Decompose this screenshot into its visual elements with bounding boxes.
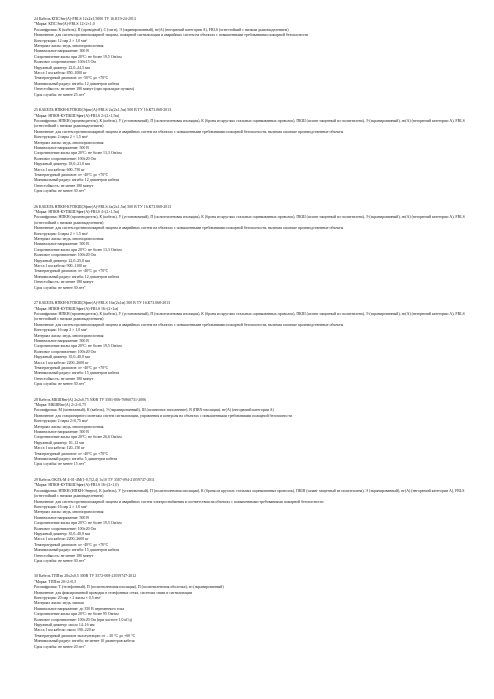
section-heading: 28 Кабель МКШВнг(А) 2х2х0,75 500В ТУ 3581-006-76960731-2006 — [34, 397, 147, 402]
spec-line: Номинальное напряжение: 500 В — [34, 515, 89, 520]
spec-line: Номинальное напряжение: 500 В — [34, 338, 89, 343]
section-heading: 26 КАБЕЛЬ НПКН-КУПКШ(Эфнг(А)-FRLS 4х(2х1,5м) 500 В ТУ 16.К73.068-2013 — [34, 204, 172, 209]
spec-line: Наружный диаметр: 18,0–21,0 мм — [34, 162, 90, 167]
spec-line: Минимальный радиус изгиба: 15 диаметров кабеля — [34, 548, 120, 553]
spec-line: "Марка: НПКН-КУПКШЭфнг(А)-FRLS 16×(2×1м) — [34, 306, 119, 311]
spec-section — [34, 478, 466, 565]
spec-line: Сопротивление жилы при 20°С: не более 95 Ом/км — [34, 612, 119, 617]
spec-line: Масса 1 км кабеля: 2200–2600 кг — [34, 537, 89, 542]
spec-line: Конструкция: 20 пар × 2 жилы × 0,5 мм² — [34, 596, 101, 600]
spec-line: Волновое сопротивление: 100±20 Ом — [34, 349, 96, 354]
spec-line: Расшифровка: НПКН (производитель), К (кабель), У (установочный), П (полиэтиленовая изоляция), К (броня из круглых стальных оцинкованных проволок), ПКШ (шланг защитный из полиэтилена), Э (экранированный), нг(А) (негорючий категории А), FRLS (огнестойкий с низким дымовыделением) — [34, 215, 465, 225]
spec-line: Наружный диаметр: около 14–16 мм — [34, 623, 95, 628]
spec-line: "Марка: НПКН-КУПКШЭфнг(А)-FRLS 16×(2×1,0) — [34, 483, 119, 488]
section-heading: 29 Кабель ОКЛЬ-М 4-01-4М(1-0,7(2,4) 1х10 ТУ 3587-094-21059747-2011 — [34, 477, 155, 482]
section-heading: 30 Кабель ТППэп 20х2х0,5 300В ТУ 3572-008-21059747-2012 — [34, 574, 137, 579]
spec-line: Сопротивление жилы при 20°С: не более 26,6 Ом/км — [34, 435, 122, 440]
spec-section — [34, 398, 466, 468]
spec-line: Температурный диапазон: от -40°С до +70°С — [34, 365, 109, 370]
spec-line: Расшифровка: НПКН (производитель), К (кабель), У (установочный), П (полиэтиленовая изоляция), К (броня из круглых стальных оцинкованных проволок), ПКШ (шланг защитный из полиэтилена), Э (экранированный), нг(А) (негорючий категории А), FRLS (огнестойкий с низким дымовыделением) — [34, 311, 465, 322]
spec-line: Огнестойкость: не менее 180 минут — [34, 280, 94, 285]
spec-line: Сопротивление жилы при 20°С: не более 19,5 Ом/км — [34, 54, 122, 59]
spec-line: Наружный диаметр: 35,0–40,0 мм — [34, 531, 90, 536]
spec-line: Конструкция: 16 пар 2 × 1,0 мм² — [34, 328, 88, 333]
spec-line: Расшифровка: К (кабель), П (проводной), С (сигн), Э (экранированный), нг(А) (негорючий категории А), FRLS (огнестойкий с низким дымовыделением) — [34, 27, 289, 32]
spec-line: Минимальный радиус изгиба: 12 диаметров кабеля — [34, 81, 120, 86]
spec-line: Срок службы: не менее 30 лет" — [34, 285, 86, 290]
spec-line: Огнестойкость: не менее 180 минут — [34, 553, 94, 558]
spec-line: Наружный диаметр: 22,0–25,0 мм — [34, 258, 90, 263]
spec-line: Огнестойкость: не менее 180 минут (при прокладке пучком) — [34, 87, 134, 92]
spec-line: Температурный диапазон: от -40°С до +70°С — [34, 269, 109, 274]
spec-line: Материал жилы: медь, многопроволочная — [34, 237, 104, 242]
spec-line: Температурный диапазон: от -40°С до +70°С — [34, 542, 109, 547]
spec-line: Расшифровка: НПКН (НПКН-Энерго), К (кабель), У (установочный), П (полиэтиленовая изоляция), К (броня из круглых стальных оцинкованных проволок), ПКШ (шланг защитный из полиэтилена), Э (экранированный), нг(А) (негорючий категории А), FRLS (огнестойкий с низким дымовыделением) — [34, 488, 465, 499]
spec-line: Температурный диапазон: от -40°С до +70°С — [34, 172, 109, 177]
spec-line: Температурный диапазон: от -40°С до +70°С — [34, 451, 109, 456]
spec-line: Назначение: для систем противопожарной защиты и аварийных систем на объектах с повышенными требованиями пожарной безопасности, включая опасные производственные объекты — [34, 226, 344, 231]
spec-line: Срок службы: не менее 30 лет" — [34, 382, 86, 387]
spec-line: Температурный диапазон эксплуатации: от – 30 °С до +60 °С — [34, 633, 136, 638]
spec-section — [34, 17, 466, 98]
spec-line: Срок службы: не менее 15 лет" — [34, 462, 86, 467]
spec-line: Минимальный радиус изгиба: 5 диаметров кабеля — [34, 457, 118, 462]
spec-line: Волновое сопротивление: 100±20 Ом (при частоте 1,0 кГц) — [34, 617, 132, 622]
spec-line: Материал жилы: медь, мягкая — [34, 601, 84, 606]
spec-line: Номинальное напряжение: 500 В — [34, 242, 89, 247]
spec-line: Назначение: для фиксированной проводки в телефонных сетях, системах связи и сигнализации — [34, 590, 193, 595]
spec-line: "Марка: НПКН-КУПКШЭфнг(А)-FRLS 4×(2×1,5м) — [34, 210, 120, 214]
spec-line: Расшифровка: НПКН (производитель), К (кабель), У (установочный), П (полиэтиленовая изоляция), К (броня из круглых стальных оцинкованных проволок), ПКШ (шланг защитный из полиэтилена), Э (экранированный), нг(А) (негорючий категории А), FRLS (огнестойкий с низким дымовыделением) — [34, 118, 465, 129]
spec-line: Волновое сопротивление: 100±15 Ом — [34, 60, 96, 65]
spec-section — [34, 574, 466, 650]
spec-line: Материал жилы: медь, многопроволочная — [34, 424, 104, 429]
spec-line: Назначение: для систем противопожарной защиты и аварийных систем на объектах с повышенными требованиями пожарной безопасности, включая опасные производственные объекты — [34, 322, 344, 327]
spec-line: Масса 1 км кабеля: около 190–220 кг — [34, 628, 96, 633]
spec-line: Волновое сопротивление: 100±20 Ом — [34, 156, 96, 161]
spec-line: Назначение: для систем противопожарной защиты, пожарной сигнализации и аварийных систем на объектах с повышенными требованиями пожарной безопасности — [34, 33, 309, 38]
spec-line: Назначение: для систем противопожарной защиты и аварийных систем электроснабжения в соответствии на объектах с повышенными требованиями пожарной безопасности — [34, 499, 324, 504]
spec-line: Температурный диапазон: от -50°С до +70°С — [34, 76, 109, 81]
spec-line: Волновое сопротивление: 100±20 Ом — [34, 526, 96, 531]
spec-line: Номинальное напряжение: 500 В — [34, 430, 89, 435]
spec-line: Огнестойкость: не менее 180 минут — [34, 376, 94, 381]
spec-line: Масса 1 км кабеля: 900–1100 кг — [34, 264, 87, 269]
spec-section — [34, 301, 466, 388]
spec-line: Конструкция: 2 пары 2 × 1,5 мм² — [34, 135, 88, 140]
spec-line: Срок службы: не менее 30 лет" — [34, 558, 86, 563]
spec-line: Минимальный радиус изгиба: 12 диаметров кабеля — [34, 178, 120, 183]
spec-line: Назначение: для стационарного монтажа систем сигнализации, управления и контроля на объектах с повышенными требованиями пожарной безопасности — [34, 413, 292, 418]
spec-line: Срок службы: не менее 20 лет" — [34, 644, 86, 649]
spec-line: Конструкция: 2 пары 2×0,75 мм² — [34, 419, 88, 424]
spec-line: Огнестойкость: не менее 180 минут — [34, 183, 94, 188]
spec-section — [34, 205, 466, 292]
spec-line: Масса 1 км кабеля: 120–150 кг — [34, 446, 85, 451]
spec-line: Масса 1 км кабеля: 600–750 кг — [34, 167, 85, 172]
spec-line: Наружный диаметр: 22,0–24,5 мм — [34, 65, 90, 70]
spec-line: "Марка: КПСЭнг(А)-FRLS 12×2×1,0 — [34, 22, 95, 27]
spec-line: Материал жилы: медь, многопроволочная — [34, 333, 104, 338]
section-heading: 25 КАБЕЛЬ НПКН-КУПКШ(Эфнг(А)-FRLS 2х(2х1,5м) 500 В ТУ 16.К73.068-2013 — [34, 108, 172, 113]
spec-line: Сопротивление жилы при 20°С: не более 19,5 Ом/км — [34, 521, 122, 526]
spec-line: Назначение: для систем противопожарной защиты и аварийных систем на объектах с повышенными требованиями пожарной безопасности, включая опасные производственные объекты — [34, 129, 344, 134]
spec-line: Сопротивление жилы при 20°С: не более 13,3 Ом/км — [34, 247, 122, 252]
spec-line: Номинальное напряжение: 300 В — [34, 49, 89, 54]
section-heading: 24 Кабель КПСЭнг(А)-FRLS 12х2х1,5000 ТУ 16.К19-24-2013 — [34, 17, 136, 21]
spec-line: Материал жилы: медь, многопроволочная — [34, 140, 104, 145]
spec-line: Конструкция: 16 пар 2 × 1,0 мм² — [34, 504, 88, 509]
spec-line: Расшифровка: М (монтажный), К (кабель), Э (экранированный), Ш (шланговое исполнение), В (ПВХ-изоляция), нг(А) (негорючий категории А) — [34, 408, 274, 413]
spec-line: Номинальное напряжение: 500 В — [34, 145, 89, 150]
spec-line: Минимальный радиус изгиба: 12 диаметров кабеля — [34, 274, 120, 279]
spec-line: Масса 1 км кабеля: 850–1000 кг — [34, 71, 87, 76]
spec-line: Сопротивление жилы при 20°С: не более 13,3 Ом/км — [34, 151, 122, 156]
spec-section — [34, 108, 466, 195]
spec-line: Минимальный радиус изгиба: не менее 10 диаметров кабеля — [34, 639, 135, 644]
spec-line: Срок службы: не менее 30 лет" — [34, 189, 86, 194]
spec-line: Сопротивление жилы при 20°С: не более 19,5 Ом/км — [34, 344, 122, 349]
spec-line: Номинальное напряжение: до 350 В переменного тока — [34, 606, 125, 611]
spec-line: "Марка: ТППэп 20×2×0,5 — [34, 579, 77, 584]
spec-line: Конструкция: 4 пары 2 × 1,5 мм² — [34, 231, 88, 236]
spec-line: Наружный диаметр: 10–12 мм — [34, 440, 85, 445]
spec-line: Расшифровка: Т (телефонный), П (полиэтиленовая изоляция), П (полиэтиленовая оболочка), эп (экранированный) — [34, 585, 224, 590]
spec-line: Конструкция: 12 пар 2 × 1,0 мм² — [34, 38, 88, 43]
spec-line: "Марка: МКШВнг(А) 2×2×0,75 — [34, 403, 87, 407]
spec-line: Материал жилы: медь, многопроволочная — [34, 510, 104, 515]
spec-line: Минимальный радиус изгиба: 15 диаметров кабеля — [34, 371, 120, 376]
spec-line: Наружный диаметр: 35,0–40,0 мм — [34, 355, 90, 360]
spec-line: Масса 1 км кабеля: 2200–2600 кг — [34, 360, 89, 365]
spec-line: Срок службы: не менее 25 лет" — [34, 92, 86, 97]
spec-line: "Марка: НПКН-КУПКШЭфнг(А)-FRLS 2×(2×1,5м) — [34, 113, 120, 118]
section-heading: 27 КАБЕЛЬ НПКН-КУПКШ(Эфнг(А)-FRLS 16х(2х1м) 500 В ТУ 16.К73.068-2013 — [34, 301, 171, 306]
spec-line: Волновое сопротивление: 100±20 Ом — [34, 253, 96, 258]
spec-line: Материал жилы: медь, многопроволочная — [34, 44, 104, 49]
